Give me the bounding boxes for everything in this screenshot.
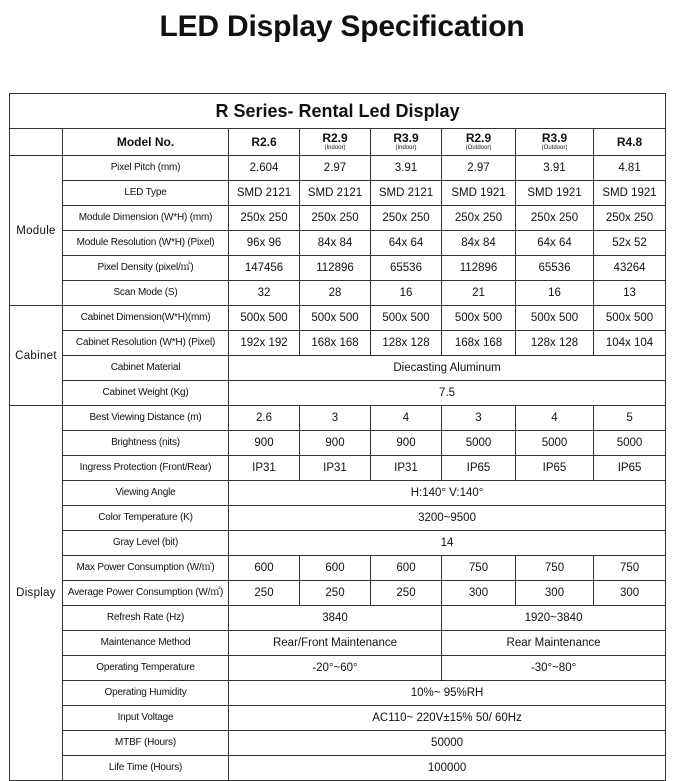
spec-value: 900	[371, 431, 442, 456]
spec-label: Cabinet Weight (Kg)	[63, 381, 229, 406]
spec-value: 2.97	[442, 156, 516, 181]
page-title: LED Display Specification	[159, 10, 525, 43]
table-row	[10, 181, 666, 206]
spec-value: 13	[594, 281, 666, 306]
spec-value: SMD 2121	[229, 181, 300, 206]
spec-value: SMD 2121	[371, 181, 442, 206]
spec-value: 50000	[229, 731, 666, 756]
spec-value: 21	[442, 281, 516, 306]
table-row	[10, 506, 666, 531]
spec-label: Color Temperature (K)	[63, 506, 229, 531]
spec-value: 128x 128	[371, 331, 442, 356]
spec-value: 3.91	[516, 156, 594, 181]
table-row	[10, 681, 666, 706]
spec-value: 65536	[516, 256, 594, 281]
spec-value: 750	[442, 556, 516, 581]
spec-value: 250x 250	[229, 206, 300, 231]
spec-value: 750	[594, 556, 666, 581]
spec-value: SMD 2121	[300, 181, 371, 206]
spec-value: 500x 500	[594, 306, 666, 331]
model-name: R3.9	[393, 131, 419, 145]
spec-value: 4.81	[594, 156, 666, 181]
spec-value: 5000	[594, 431, 666, 456]
spec-value: 600	[229, 556, 300, 581]
table-row	[10, 581, 666, 606]
spec-value: 100000	[229, 756, 666, 781]
model-header	[442, 129, 516, 156]
spec-value: 500x 500	[229, 306, 300, 331]
spec-value: 3.91	[371, 156, 442, 181]
spec-label: Life Time (Hours)	[63, 756, 229, 781]
table-row	[10, 706, 666, 731]
spec-value: 16	[371, 281, 442, 306]
table-row	[10, 356, 666, 381]
table-row	[10, 531, 666, 556]
spec-label: Module Dimension (W*H) (mm)	[63, 206, 229, 231]
table-row	[10, 256, 666, 281]
spec-value: 250x 250	[371, 206, 442, 231]
spec-value: 4	[371, 406, 442, 431]
spec-value: 1920~3840	[442, 606, 666, 631]
table-title: R Series- Rental Led Display	[10, 94, 666, 129]
model-note: (Outdoor)	[541, 145, 568, 151]
spec-label: Operating Humidity	[63, 681, 229, 706]
spec-value: Rear Maintenance	[442, 631, 666, 656]
model-header	[300, 129, 371, 156]
spec-value: 5	[594, 406, 666, 431]
table-row	[10, 406, 666, 431]
section-label: Display	[10, 406, 63, 781]
spec-label: Viewing Angle	[63, 481, 229, 506]
spec-label: Input Voltage	[63, 706, 229, 731]
spec-value: 250x 250	[594, 206, 666, 231]
spec-label: MTBF (Hours)	[63, 731, 229, 756]
spec-value: 900	[300, 431, 371, 456]
spec-value: IP65	[442, 456, 516, 481]
spec-label: Ingress Protection (Front/Rear)	[63, 456, 229, 481]
table-row	[10, 306, 666, 331]
spec-value: 3200~9500	[229, 506, 666, 531]
table-row	[10, 631, 666, 656]
spec-value: SMD 1921	[516, 181, 594, 206]
spec-value: 112896	[300, 256, 371, 281]
table-row	[10, 756, 666, 781]
spec-value: Diecasting Aluminum	[229, 356, 666, 381]
table-row	[10, 156, 666, 181]
spec-value: 250x 250	[300, 206, 371, 231]
model-name: R2.9	[465, 131, 492, 145]
model-note: (Indoor)	[395, 145, 417, 151]
table-row	[10, 606, 666, 631]
spec-value: Rear/Front Maintenance	[229, 631, 442, 656]
table-row	[10, 381, 666, 406]
spec-value: 300	[442, 581, 516, 606]
spec-label: Refresh Rate (Hz)	[63, 606, 229, 631]
spec-value: 500x 500	[300, 306, 371, 331]
spec-value: 64x 64	[516, 231, 594, 256]
spec-value: 10%~ 95%RH	[229, 681, 666, 706]
spec-label: Cabinet Resolution (W*H) (Pixel)	[63, 331, 229, 356]
model-name: R3.9	[541, 131, 568, 145]
spec-value: 3	[300, 406, 371, 431]
spec-value: 2.97	[300, 156, 371, 181]
section-label: Cabinet	[10, 306, 63, 406]
spec-label: Pixel Density (pixel/㎡)	[63, 256, 229, 281]
spec-value: 2.6	[229, 406, 300, 431]
spec-value: 250	[300, 581, 371, 606]
spec-value: 32	[229, 281, 300, 306]
model-header	[594, 129, 666, 156]
spec-value: 500x 500	[516, 306, 594, 331]
spec-value: 2.604	[229, 156, 300, 181]
spec-value: 750	[516, 556, 594, 581]
spec-value: 300	[594, 581, 666, 606]
spec-value: 600	[371, 556, 442, 581]
spec-label: Cabinet Material	[63, 356, 229, 381]
spec-value: 168x 168	[300, 331, 371, 356]
spec-value: 4	[516, 406, 594, 431]
model-note: (Indoor)	[324, 145, 346, 151]
table-row	[10, 331, 666, 356]
spec-value: 600	[300, 556, 371, 581]
table-row	[10, 281, 666, 306]
section-label: Module	[10, 156, 63, 306]
spec-value: 168x 168	[442, 331, 516, 356]
spec-value: 84x 84	[300, 231, 371, 256]
model-name: R4.8	[616, 134, 643, 149]
spec-value: SMD 1921	[594, 181, 666, 206]
spec-table	[9, 93, 666, 781]
spec-value: 300	[516, 581, 594, 606]
spec-label: Maintenance Method	[63, 631, 229, 656]
spec-value: IP31	[300, 456, 371, 481]
table-row	[10, 431, 666, 456]
table-row	[10, 231, 666, 256]
spec-label: Operating Temperature	[63, 656, 229, 681]
table-row	[10, 456, 666, 481]
spec-value: 128x 128	[516, 331, 594, 356]
model-header	[371, 129, 442, 156]
spec-value: 43264	[594, 256, 666, 281]
spec-label: Scan Mode (S)	[63, 281, 229, 306]
spec-value: 65536	[371, 256, 442, 281]
header-blank-cell	[10, 129, 63, 156]
model-header	[229, 129, 300, 156]
spec-value: 96x 96	[229, 231, 300, 256]
model-name: R2.9	[322, 131, 348, 145]
spec-value: H:140° V:140°	[229, 481, 666, 506]
spec-value: 52x 52	[594, 231, 666, 256]
spec-value: 3840	[229, 606, 442, 631]
spec-value: 84x 84	[442, 231, 516, 256]
spec-value: IP65	[594, 456, 666, 481]
spec-value: 28	[300, 281, 371, 306]
spec-value: 7.5	[229, 381, 666, 406]
spec-label: Cabinet Dimension(W*H)(mm)	[63, 306, 229, 331]
table-row	[10, 206, 666, 231]
spec-value: 104x 104	[594, 331, 666, 356]
spec-value: 5000	[442, 431, 516, 456]
model-no-header: Model No.	[63, 129, 229, 156]
spec-value: IP65	[516, 456, 594, 481]
table-row	[10, 656, 666, 681]
spec-value: SMD 1921	[442, 181, 516, 206]
spec-value: 3	[442, 406, 516, 431]
table-row	[10, 731, 666, 756]
spec-value: 64x 64	[371, 231, 442, 256]
spec-value: 5000	[516, 431, 594, 456]
spec-label: Gray Level (bit)	[63, 531, 229, 556]
spec-value: 147456	[229, 256, 300, 281]
spec-label: Best Viewing Distance (m)	[63, 406, 229, 431]
spec-value: 14	[229, 531, 666, 556]
spec-label: LED Type	[63, 181, 229, 206]
spec-label: Brightness (nits)	[63, 431, 229, 456]
spec-value: 250	[229, 581, 300, 606]
spec-value: -30°~80°	[442, 656, 666, 681]
spec-label: Pixel Pitch (mm)	[63, 156, 229, 181]
spec-value: 250	[371, 581, 442, 606]
spec-label: Max Power Consumption (W/㎡)	[63, 556, 229, 581]
spec-value: 900	[229, 431, 300, 456]
spec-value: 250x 250	[442, 206, 516, 231]
table-row	[10, 481, 666, 506]
spec-value: 112896	[442, 256, 516, 281]
model-header	[516, 129, 594, 156]
spec-label: Average Power Consumption (W/㎡)	[63, 581, 229, 606]
spec-value: 500x 500	[371, 306, 442, 331]
table-row	[10, 556, 666, 581]
spec-value: 500x 500	[442, 306, 516, 331]
spec-value: 16	[516, 281, 594, 306]
spec-value: IP31	[229, 456, 300, 481]
spec-value: 192x 192	[229, 331, 300, 356]
spec-value: AC110~ 220V±15% 50/ 60Hz	[229, 706, 666, 731]
model-name: R2.6	[251, 134, 277, 149]
spec-value: 250x 250	[516, 206, 594, 231]
spec-value: -20°~60°	[229, 656, 442, 681]
model-note: (Outdoor)	[465, 145, 492, 151]
spec-label: Module Resolution (W*H) (Pixel)	[63, 231, 229, 256]
spec-value: IP31	[371, 456, 442, 481]
